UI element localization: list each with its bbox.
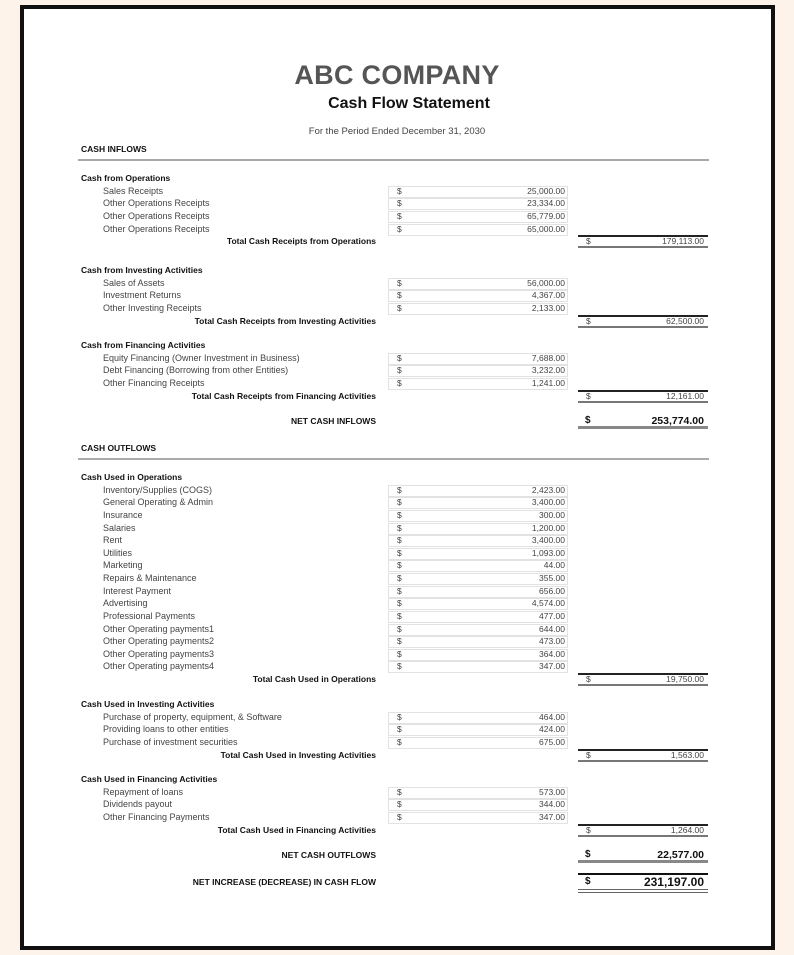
group-total-label: Total Cash Used in Operations: [252, 674, 376, 685]
currency-symbol: $: [397, 210, 402, 221]
line-item-amount: 4,574.00: [531, 598, 565, 609]
line-item-amount: 347.00: [539, 811, 565, 822]
inflows-section-heading: CASH INFLOWS: [81, 144, 147, 154]
group-total-label: Total Cash Receipts from Financing Activities: [191, 390, 376, 401]
currency-symbol: $: [397, 365, 402, 376]
section-divider: [78, 458, 709, 460]
statement-title: Cash Flow Statement: [328, 95, 490, 112]
currency-symbol: $: [397, 277, 402, 288]
net-currency-symbol: $: [585, 849, 591, 860]
section-divider: [78, 159, 709, 161]
line-item-label: Inventory/Supplies (COGS): [103, 484, 213, 495]
total-currency-symbol: $: [586, 824, 591, 835]
total-currency-symbol: $: [586, 390, 591, 401]
line-item-amount: 656.00: [539, 585, 565, 596]
group-total-label: Total Cash Used in Financing Activities: [217, 824, 376, 835]
line-item-label: Debt Financing (Borrowing from other Entities): [103, 365, 289, 376]
currency-symbol: $: [397, 636, 402, 647]
currency-symbol: $: [397, 223, 402, 234]
line-item-label: Other Operating payments3: [103, 648, 215, 659]
line-item-amount: 2,423.00: [531, 484, 565, 495]
line-item-amount: 347.00: [539, 661, 565, 672]
currency-symbol: $: [397, 585, 402, 596]
group-heading: Cash Used in Investing Activities: [81, 699, 215, 709]
currency-symbol: $: [397, 509, 402, 520]
group-heading: Cash from Investing Activities: [81, 265, 203, 275]
statement-period: For the Period Ended December 31, 2030: [308, 126, 486, 137]
net-increase-currency: $: [585, 876, 591, 887]
line-item-label: Other Operations Receipts: [103, 198, 210, 209]
line-item-label: Other Financing Receipts: [103, 377, 205, 388]
line-item-label: Purchase of investment securities: [103, 736, 238, 747]
line-item-label: Interest Payment: [103, 585, 172, 596]
line-item-label: Professional Payments: [103, 610, 196, 621]
group-total-amount: 62,500.00: [666, 315, 704, 326]
line-item-label: Sales of Assets: [103, 277, 165, 288]
line-item-label: Repayment of loans: [103, 786, 184, 797]
line-item-label: Providing loans to other entities: [103, 724, 229, 735]
currency-symbol: $: [397, 522, 402, 533]
net-currency-symbol: $: [585, 415, 591, 426]
line-item-amount: 4,367.00: [531, 290, 565, 301]
line-item-amount: 344.00: [539, 799, 565, 810]
line-item-label: General Operating & Admin: [103, 497, 214, 508]
net-outflows-amount: 22,577.00: [657, 849, 704, 861]
line-item-amount: 56,000.00: [527, 277, 565, 288]
group-heading: Cash Used in Operations: [81, 472, 183, 482]
net-inflows-label: NET CASH INFLOWS: [291, 416, 376, 426]
currency-symbol: $: [397, 573, 402, 584]
company-name: ABC COMPANY: [294, 60, 500, 90]
line-item-label: Marketing: [103, 560, 143, 571]
line-item-label: Other Investing Receipts: [103, 302, 202, 313]
line-item-amount: 644.00: [539, 623, 565, 634]
currency-symbol: $: [397, 623, 402, 634]
line-item-amount: 44.00: [543, 560, 565, 571]
currency-symbol: $: [397, 786, 402, 797]
currency-symbol: $: [397, 484, 402, 495]
line-item-label: Insurance: [103, 509, 143, 520]
group-total-amount: 1,563.00: [670, 749, 704, 760]
currency-symbol: $: [397, 736, 402, 747]
line-item-label: Other Operations Receipts: [103, 210, 210, 221]
line-item-amount: 3,400.00: [531, 535, 565, 546]
currency-symbol: $: [397, 377, 402, 388]
line-item-amount: 355.00: [539, 573, 565, 584]
line-item-amount: 7,688.00: [531, 352, 565, 363]
line-item-label: Other Financing Payments: [103, 811, 210, 822]
group-total-amount: 19,750.00: [666, 674, 704, 685]
group-total-label: Total Cash Receipts from Operations: [226, 236, 376, 247]
line-item-label: Equity Financing (Owner Investment in Business): [103, 352, 300, 363]
total-currency-symbol: $: [586, 674, 591, 685]
net-inflows-amount: 253,774.00: [651, 415, 704, 427]
line-item-label: Other Operating payments2: [103, 636, 215, 647]
net-increase-label: NET INCREASE (DECREASE) IN CASH FLOW: [192, 877, 376, 887]
line-item-label: Other Operating payments4: [103, 661, 215, 672]
currency-symbol: $: [397, 661, 402, 672]
currency-symbol: $: [397, 185, 402, 196]
currency-symbol: $: [397, 598, 402, 609]
line-item-amount: 65,779.00: [527, 210, 565, 221]
line-item-amount: 3,232.00: [531, 365, 565, 376]
group-total-amount: 179,113.00: [662, 236, 704, 247]
line-item-label: Advertising: [103, 598, 148, 609]
group-total-amount: 1,264.00: [670, 824, 704, 835]
line-item-amount: 424.00: [539, 724, 565, 735]
currency-symbol: $: [397, 547, 402, 558]
line-item-amount: 477.00: [539, 610, 565, 621]
net-increase-amount: 231,197.00: [643, 875, 704, 889]
group-total-amount: 12,161.00: [666, 390, 704, 401]
currency-symbol: $: [397, 711, 402, 722]
group-heading: Cash from Financing Activities: [81, 340, 206, 350]
line-item-amount: 23,334.00: [527, 198, 565, 209]
line-item-amount: 1,241.00: [531, 377, 565, 388]
line-item-amount: 364.00: [539, 648, 565, 659]
line-item-amount: 65,000.00: [527, 223, 565, 234]
line-item-label: Repairs & Maintenance: [103, 573, 197, 584]
currency-symbol: $: [397, 560, 402, 571]
currency-symbol: $: [397, 724, 402, 735]
currency-symbol: $: [397, 497, 402, 508]
line-item-amount: 473.00: [539, 636, 565, 647]
total-currency-symbol: $: [586, 749, 591, 760]
line-item-amount: 464.00: [539, 711, 565, 722]
line-item-amount: 2,133.00: [531, 302, 565, 313]
currency-symbol: $: [397, 352, 402, 363]
line-item-label: Purchase of property, equipment, & Software: [103, 711, 282, 722]
currency-symbol: $: [397, 290, 402, 301]
currency-symbol: $: [397, 811, 402, 822]
line-item-label: Other Operations Receipts: [103, 223, 210, 234]
line-item-label: Other Operating payments1: [103, 623, 215, 634]
group-heading: Cash Used in Financing Activities: [81, 774, 218, 784]
group-heading: Cash from Operations: [81, 173, 171, 183]
line-item-label: Investment Returns: [103, 290, 182, 301]
currency-symbol: $: [397, 610, 402, 621]
line-item-amount: 300.00: [539, 509, 565, 520]
currency-symbol: $: [397, 648, 402, 659]
line-item-amount: 25,000.00: [527, 185, 565, 196]
line-item-amount: 573.00: [539, 786, 565, 797]
outflows-section-heading: CASH OUTFLOWS: [81, 443, 157, 453]
currency-symbol: $: [397, 535, 402, 546]
group-total-label: Total Cash Receipts from Investing Activities: [194, 315, 376, 326]
line-item-label: Salaries: [103, 522, 136, 533]
line-item-amount: 675.00: [539, 736, 565, 747]
total-currency-symbol: $: [586, 236, 591, 247]
currency-symbol: $: [397, 302, 402, 313]
currency-symbol: $: [397, 198, 402, 209]
group-total-label: Total Cash Used in Investing Activities: [220, 749, 376, 760]
line-item-label: Rent: [103, 535, 123, 546]
currency-symbol: $: [397, 799, 402, 810]
line-item-label: Utilities: [103, 547, 133, 558]
line-item-amount: 3,400.00: [531, 497, 565, 508]
line-item-label: Dividends payout: [103, 799, 173, 810]
net-outflows-label: NET CASH OUTFLOWS: [281, 850, 376, 860]
line-item-amount: 1,093.00: [531, 547, 565, 558]
total-currency-symbol: $: [586, 315, 591, 326]
line-item-label: Sales Receipts: [103, 185, 164, 196]
line-item-amount: 1,200.00: [531, 522, 565, 533]
